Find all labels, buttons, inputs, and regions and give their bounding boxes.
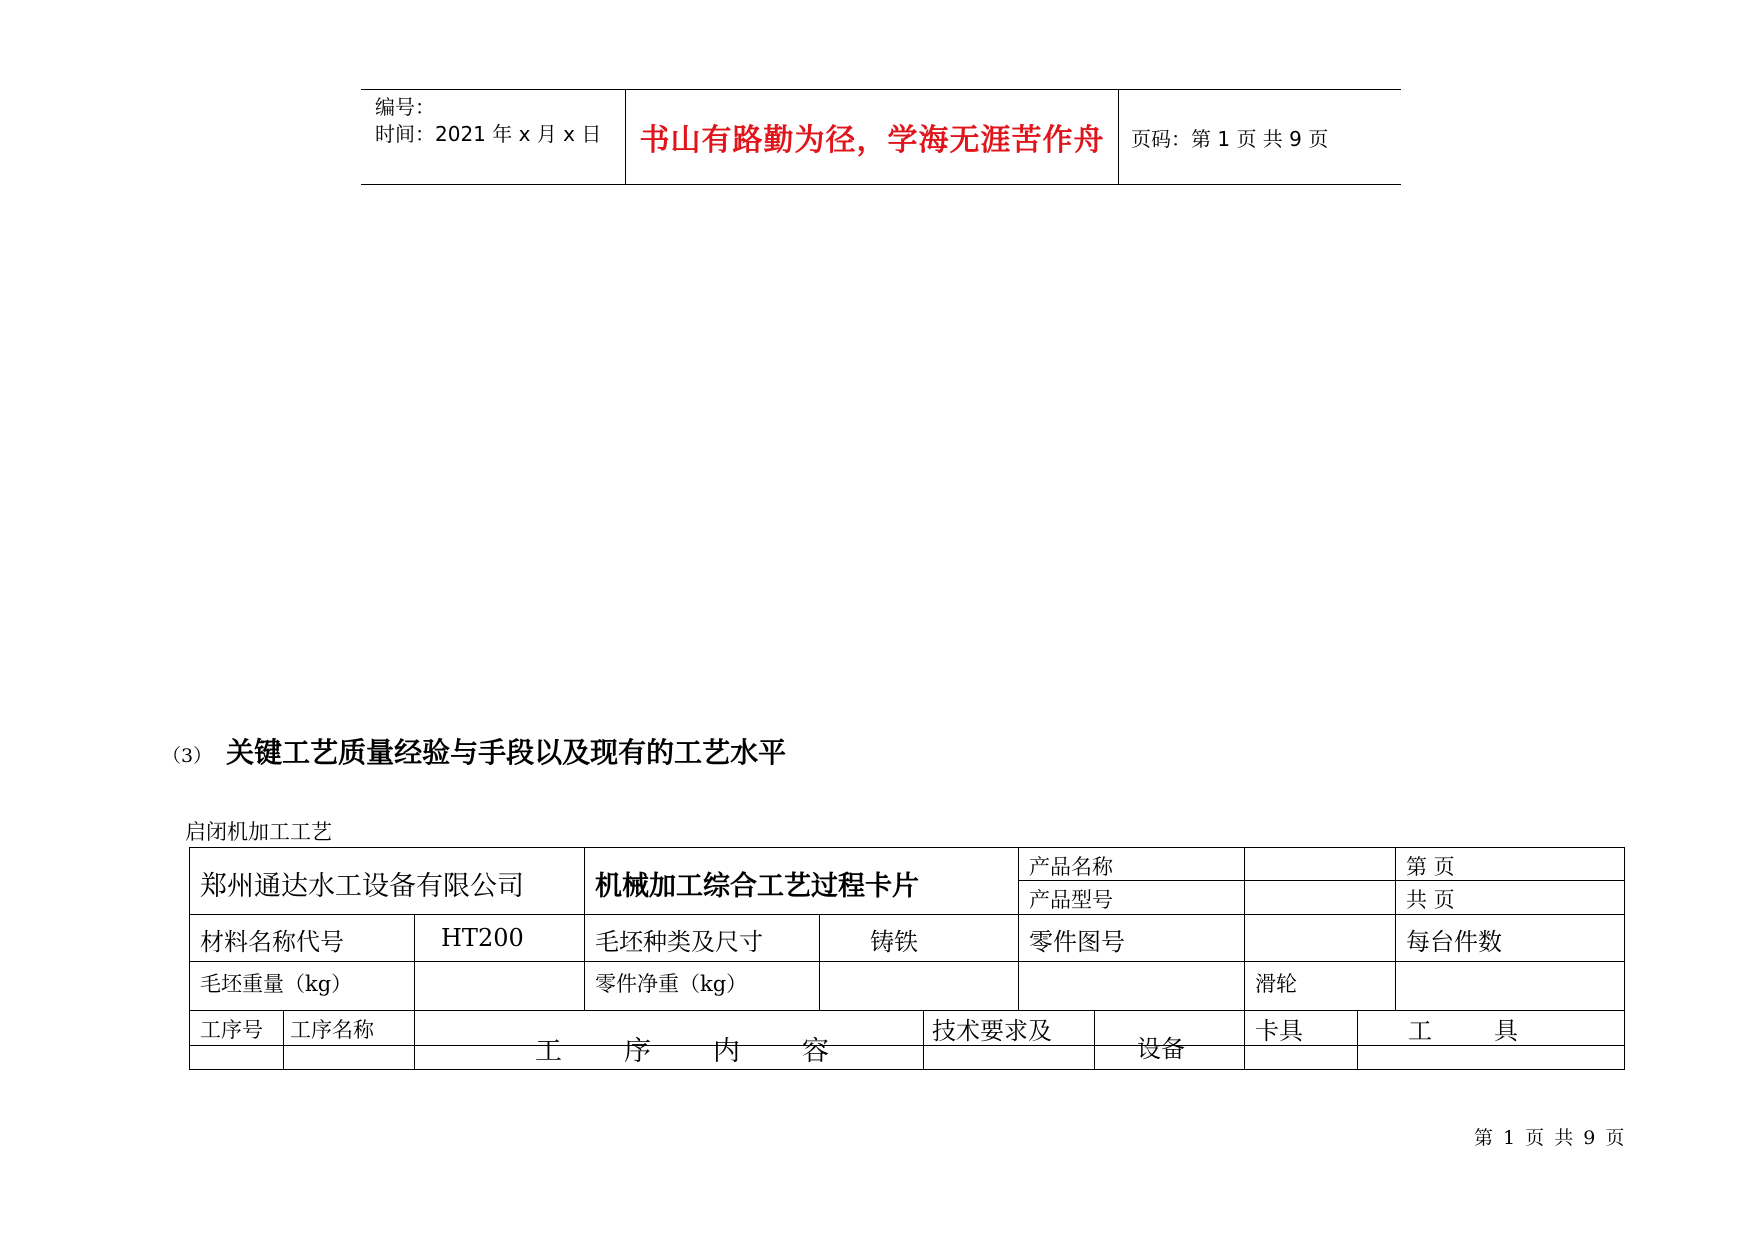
blank-type-value: 铸铁 xyxy=(819,914,1019,962)
fixture-label: 卡具 xyxy=(1244,1010,1358,1070)
net-weight-value[interactable] xyxy=(819,961,1019,1011)
product-model-value[interactable] xyxy=(1244,880,1396,915)
material-value: HT200 xyxy=(414,914,585,962)
empty-cell xyxy=(1018,961,1245,1011)
empty-cell xyxy=(1395,961,1625,1011)
net-weight-label: 零件净重（kg） xyxy=(584,961,820,1011)
op-name-label: 工序名称 xyxy=(283,1010,415,1070)
op-content-label: 工序内容 xyxy=(414,1010,924,1070)
document-header xyxy=(361,89,1401,185)
page-footer: 第 1 页 共 9 页 xyxy=(1474,1127,1627,1149)
section-number: （3） xyxy=(162,745,213,767)
page-number-label: 第 页 xyxy=(1395,847,1625,881)
process-card xyxy=(189,847,1625,1067)
section-heading xyxy=(162,731,786,771)
subtitle: 启闭机加工工艺 xyxy=(185,820,332,844)
op-no-label: 工序号 xyxy=(189,1010,284,1070)
header-page-info: 页码：第 1 页 共 9 页 xyxy=(1131,126,1329,151)
company-name: 郑州通达水工设备有限公司 xyxy=(189,847,585,915)
blank-type-label: 毛坯种类及尺寸 xyxy=(584,914,820,962)
total-pages-label: 共 页 xyxy=(1395,880,1625,915)
tool-label: 工具 xyxy=(1357,1010,1625,1070)
tech-req-label: 技术要求及 xyxy=(923,1010,1095,1070)
blank-weight-label: 毛坯重量（kg） xyxy=(189,961,415,1011)
time-label: 时间：2021 年 x 月 x 日 xyxy=(375,122,602,146)
number-label: 编号： xyxy=(375,95,435,119)
part-name-value: 滑轮 xyxy=(1244,961,1396,1011)
part-drawing-label: 零件图号 xyxy=(1018,914,1245,962)
material-label: 材料名称代号 xyxy=(189,914,415,962)
equipment-label: 设备 xyxy=(1094,1010,1245,1070)
product-name-label: 产品名称 xyxy=(1018,847,1245,881)
part-drawing-value[interactable] xyxy=(1244,914,1396,962)
header-meta xyxy=(361,90,626,184)
product-model-label: 产品型号 xyxy=(1018,880,1245,915)
card-title: 机械加工综合工艺过程卡片 xyxy=(584,847,1019,915)
blank-weight-value[interactable] xyxy=(414,961,585,1011)
header-motto: 书山有路勤为径，学海无涯苦作舟 xyxy=(626,90,1119,184)
product-name-value[interactable] xyxy=(1244,847,1396,881)
section-title: 关键工艺质量经验与手段以及现有的工艺水平 xyxy=(226,736,787,769)
per-unit-label: 每台件数 xyxy=(1395,914,1625,962)
